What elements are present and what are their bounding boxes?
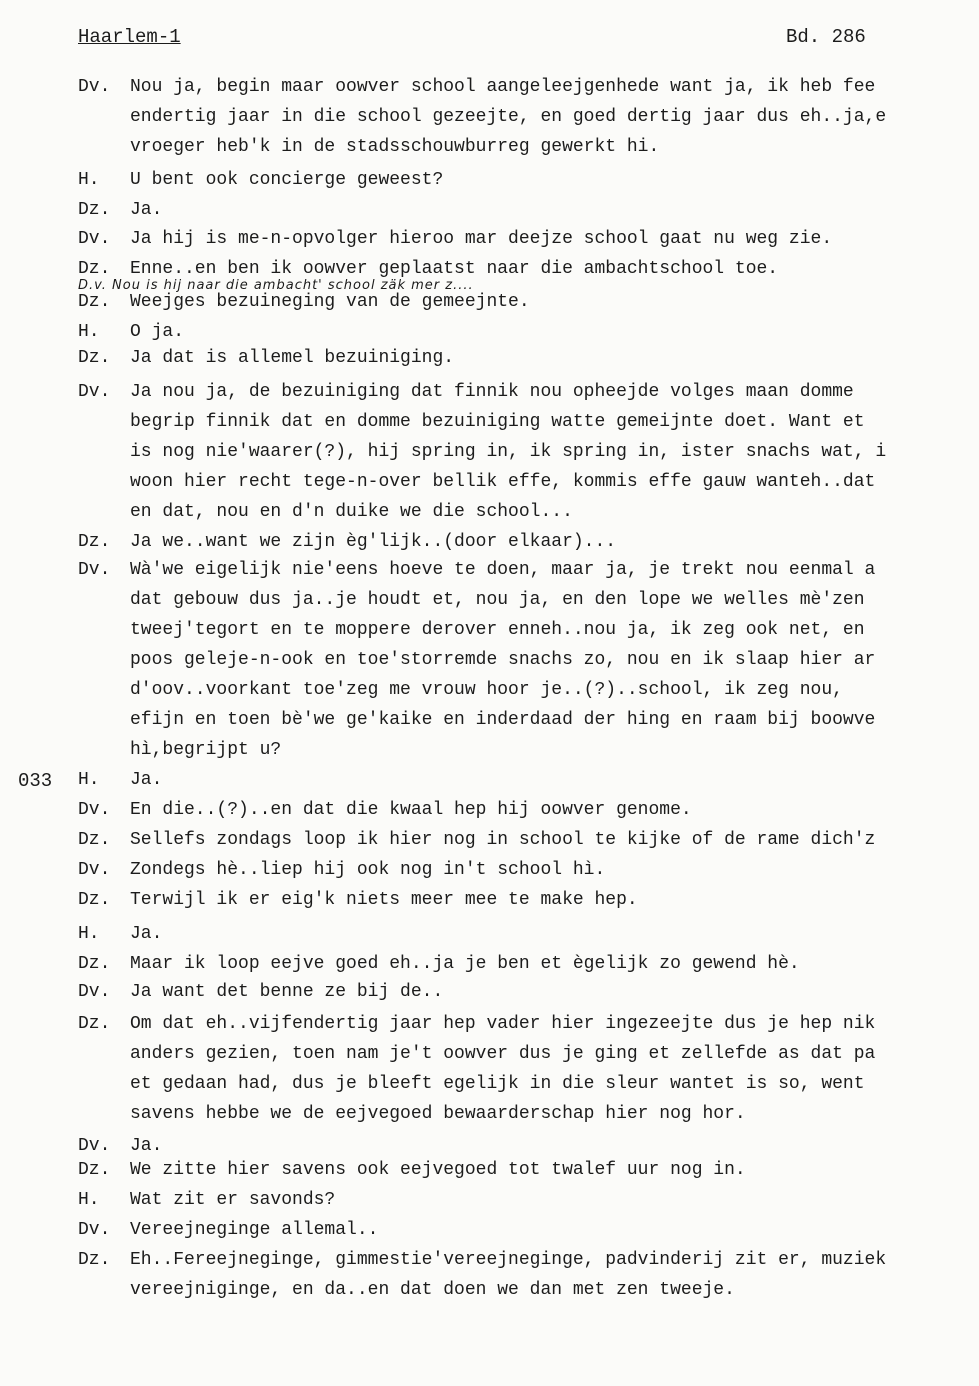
speaker-label: Dv. xyxy=(78,560,111,580)
transcript-line: Ja nou ja, de bezuiniging dat finnik nou opheejde volges maan domme xyxy=(130,382,854,402)
speaker-label: Dz. xyxy=(78,532,111,552)
transcript-line: Maar ik loop eejve goed eh..ja je ben et ègelijk zo gewend hè. xyxy=(130,954,800,974)
speaker-label: Dz. xyxy=(78,348,111,368)
transcript-line: Ja. xyxy=(130,770,163,790)
transcript-line: En die..(?)..en dat die kwaal hep hij oowver genome. xyxy=(130,800,692,820)
transcript-line: savens hebbe we de eejvegoed bewaarderschap hier nog hor. xyxy=(130,1104,746,1124)
transcript-line: Eh..Fereejneginge, gimmestie'vereejneginge, padvinderij zit er, muziek xyxy=(130,1250,887,1270)
speaker-label: H. xyxy=(78,170,100,190)
transcript-line: is nog nie'waarer(?), hij spring in, ik spring in, ister snachs wat, i xyxy=(130,442,887,462)
transcript-line: Wà'we eigelijk nie'eens hoeve te doen, maar ja, je trekt nou eenmal a xyxy=(130,560,876,580)
transcript-line: Ja dat is allemel bezuiniging. xyxy=(130,348,455,368)
speaker-label: H. xyxy=(78,1190,100,1210)
transcript-line: Om dat eh..vijfendertig jaar hep vader hier ingezeejte dus je hep nik xyxy=(130,1014,876,1034)
speaker-label: Dv. xyxy=(78,800,111,820)
speaker-label: H. xyxy=(78,322,100,342)
speaker-label: Dz. xyxy=(78,259,111,279)
transcript-line: vroeger heb'k in de stadsschouwburreg gewerkt hi. xyxy=(130,137,660,157)
transcript-line: Ja. xyxy=(130,924,163,944)
transcript-line: Vereejneginge allemal.. xyxy=(130,1220,379,1240)
transcript-line: en dat, nou en d'n duike we die school... xyxy=(130,502,573,522)
speaker-label: Dv. xyxy=(78,1220,111,1240)
transcript-line: Nou ja, begin maar oowver school aangeleejgenhede want ja, ik heb fee xyxy=(130,77,876,97)
speaker-label: Dv. xyxy=(78,860,111,880)
transcript-line: U bent ook concierge geweest? xyxy=(130,170,444,190)
transcript-line: efijn en toen bè'we ge'kaike en inderdaad der hing en raam bij boowve xyxy=(130,710,876,730)
transcript-line: Ja. xyxy=(130,200,163,220)
speaker-label: Dz. xyxy=(78,1014,111,1034)
transcript-line: woon hier recht tege-n-over bellik effe, kommis effe gauw wanteh..dat xyxy=(130,472,876,492)
transcript-line: poos geleje-n-ook en toe'storremde snachs zo, nou en ik slaap hier ar xyxy=(130,650,876,670)
transcript-line: Ja hij is me-n-opvolger hieroo mar deejze school gaat nu weg zie. xyxy=(130,229,833,249)
transcript-line: dat gebouw dus ja..je houdt et, nou ja, en den lope we welles mè'zen xyxy=(130,590,865,610)
margin-number: 033 xyxy=(18,770,53,792)
speaker-label: H. xyxy=(78,770,100,790)
transcript-line: vereejniginge, en da..en dat doen we dan met zen tweeje. xyxy=(130,1280,735,1300)
transcript-line: Sellefs zondags loop ik hier nog in school te kijke of de rame dich'z xyxy=(130,830,876,850)
transcript-line: hì,begrijpt u? xyxy=(130,740,282,760)
speaker-label: Dz. xyxy=(78,954,111,974)
speaker-label: Dv. xyxy=(78,382,111,402)
transcript-line: et gedaan had, dus je bleeft egelijk in die sleur wantet is so, went xyxy=(130,1074,865,1094)
transcript-line: d'oov..voorkant toe'zeg me vrouw hoor je..(?)..school, ik zeg nou, xyxy=(130,680,843,700)
transcript-line: Terwijl ik er eig'k niets meer mee te make hep. xyxy=(130,890,638,910)
transcript-line: Zondegs hè..liep hij ook nog in't school hì. xyxy=(130,860,606,880)
speaker-label: Dv. xyxy=(78,982,111,1002)
transcript-line: Wat zit er savonds? xyxy=(130,1190,336,1210)
speaker-label: Dz. xyxy=(78,292,111,312)
speaker-label: Dv. xyxy=(78,1136,111,1156)
transcript-line: tweej'tegort en te moppere derover enneh..nou ja, ik zeg ook net, en xyxy=(130,620,865,640)
transcript-line: endertig jaar in die school gezeejte, en goed dertig jaar dus eh..ja,e xyxy=(130,107,887,127)
header-page-number: Bd. 286 xyxy=(786,26,866,48)
transcript-line: anders gezien, toen nam je't oowver dus je ging et zellefde as dat pa xyxy=(130,1044,876,1064)
transcript-line: Weejges bezuineging van de gemeejnte. xyxy=(130,292,530,312)
transcript-line: Ja. xyxy=(130,1136,163,1156)
transcript-line: Enne..en ben ik oowver geplaatst naar die ambachtschool toe. xyxy=(130,259,779,279)
speaker-label: H. xyxy=(78,924,100,944)
speaker-label: Dz. xyxy=(78,1250,111,1270)
speaker-label: Dz. xyxy=(78,830,111,850)
handwritten-note: D.v. Nou is hij naar die ambacht' school zäk mer z.... xyxy=(78,278,474,293)
speaker-label: Dz. xyxy=(78,890,111,910)
transcript-line: Ja want det benne ze bij de.. xyxy=(130,982,444,1002)
speaker-label: Dz. xyxy=(78,200,111,220)
transcript-line: Ja we..want we zijn èg'lijk..(door elkaar)... xyxy=(130,532,617,552)
speaker-label: Dz. xyxy=(78,1160,111,1180)
transcript-line: We zitte hier savens ook eejvegoed tot twalef uur nog in. xyxy=(130,1160,746,1180)
speaker-label: Dv. xyxy=(78,77,111,97)
transcript-line: begrip finnik dat en domme bezuiniging watte gemeijnte doet. Want et xyxy=(130,412,865,432)
speaker-label: Dv. xyxy=(78,229,111,249)
transcript-line: O ja. xyxy=(130,322,185,342)
header-location: Haarlem-1 xyxy=(78,26,181,48)
